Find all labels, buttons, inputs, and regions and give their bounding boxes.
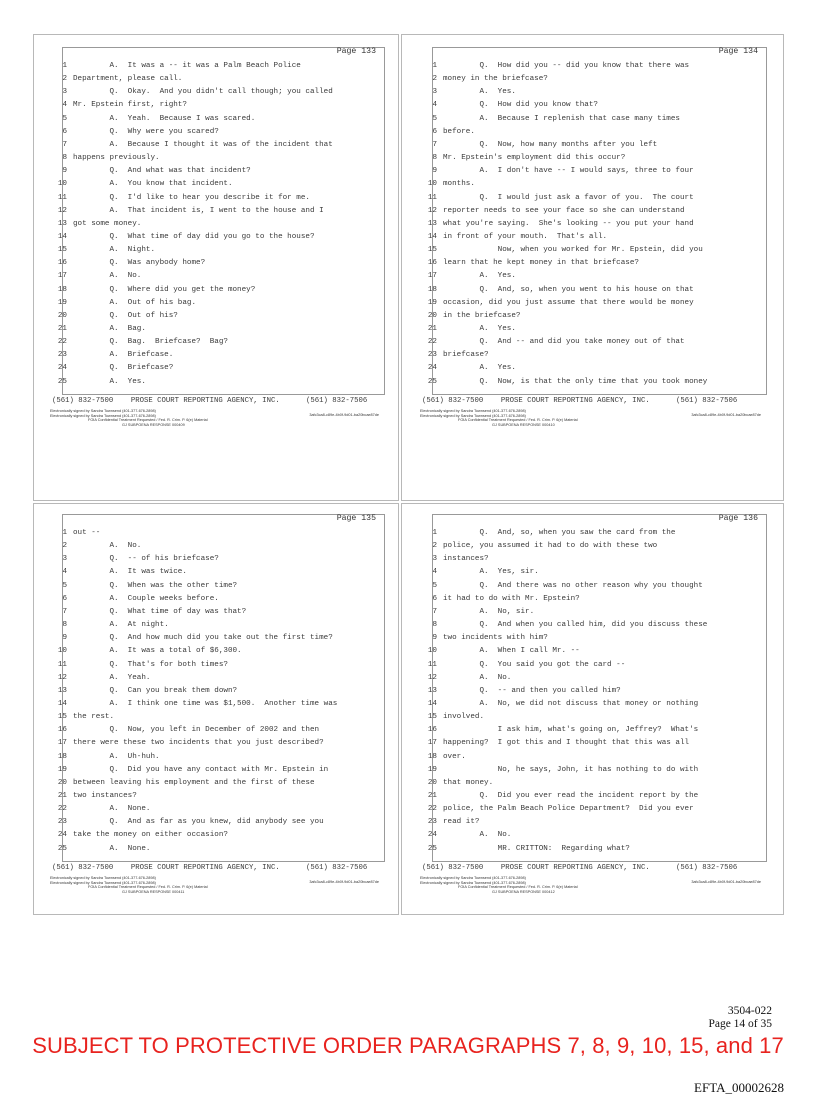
line-number: 21 bbox=[427, 325, 437, 333]
line-number: 14 bbox=[57, 232, 67, 241]
line-text: A. Because I replenish that case many times bbox=[443, 114, 680, 123]
line-text: A. When I call Mr. -- bbox=[443, 647, 580, 656]
line-number: 13 bbox=[427, 686, 437, 695]
line-text: A. Yes. bbox=[443, 272, 516, 281]
line-text: what you're saying. She's looking -- you put your hand bbox=[443, 219, 694, 228]
line-number: 18 bbox=[57, 285, 67, 294]
line-number: 18 bbox=[427, 752, 437, 761]
line-text: out -- bbox=[73, 529, 101, 537]
line-number: 10 bbox=[427, 180, 437, 189]
line-number: 9 bbox=[62, 167, 67, 176]
line-number: 24 bbox=[427, 831, 437, 840]
line-text: Department, please call. bbox=[73, 75, 183, 84]
line-number: 20 bbox=[57, 778, 67, 787]
line-text: Q. -- and then you called him? bbox=[443, 686, 621, 695]
line-text: Q. How did you know that? bbox=[443, 101, 598, 110]
line-number: 3 bbox=[62, 88, 67, 97]
line-text: I ask him, what's going on, Jeffrey? What's bbox=[443, 726, 699, 735]
line-text: A. It was twice. bbox=[73, 568, 187, 577]
line-text: Q. Bag. Briefcase? Bag? bbox=[73, 338, 228, 347]
signature-hash: 3afc3ca8-c89e-4b0f-9d01-ba20bcae87de bbox=[309, 880, 379, 884]
line-number: 2 bbox=[432, 542, 437, 551]
line-text: take the money on either occasion? bbox=[73, 831, 228, 840]
line-text: A. I think one time was $1,500. Another time was bbox=[73, 699, 338, 708]
line-text: Q. Now, is that the only time that you took money bbox=[443, 377, 708, 386]
signature-metadata bbox=[50, 876, 208, 894]
line-number: 4 bbox=[62, 568, 67, 577]
page-number-label: Page 133 bbox=[336, 47, 376, 56]
line-text: it had to do with Mr. Epstein? bbox=[443, 594, 580, 603]
metadata-signed-2: Electronically signed by Sandra Townsend (401-377-676-2898) bbox=[50, 413, 156, 418]
page-number-label: Page 134 bbox=[718, 47, 758, 56]
line-number: 21 bbox=[57, 792, 67, 800]
line-number: 1 bbox=[432, 62, 437, 70]
line-number: 25 bbox=[427, 377, 437, 386]
line-number: 15 bbox=[57, 713, 67, 722]
line-text: A. Yes. bbox=[443, 364, 516, 373]
line-text: A. Yes. bbox=[73, 377, 146, 386]
line-number: 19 bbox=[427, 765, 437, 774]
line-number: 12 bbox=[427, 206, 437, 215]
line-number: 7 bbox=[432, 140, 437, 149]
line-text: A. None. bbox=[73, 805, 151, 814]
line-text: A. That incident is, I went to the house and I bbox=[73, 206, 324, 215]
line-text: there were these two incidents that you just described? bbox=[73, 739, 324, 748]
line-number: 12 bbox=[57, 206, 67, 215]
line-text: between leaving his employment and the first of these bbox=[73, 778, 315, 787]
metadata-subpoena: GJ SUBPOENA RESPONSE 000412 bbox=[492, 889, 555, 894]
line-text: A. Because I thought it was of the incident that bbox=[73, 140, 333, 149]
line-number: 2 bbox=[62, 75, 67, 84]
transcript-sheet bbox=[57, 514, 385, 862]
line-text: A. Bag. bbox=[73, 325, 146, 333]
line-text: A. No. bbox=[73, 542, 142, 551]
line-number: 5 bbox=[432, 581, 437, 590]
line-text: Q. And there was no other reason why you thought bbox=[443, 581, 703, 590]
line-text: A. Yes, sir. bbox=[443, 568, 539, 577]
metadata-signed-2: Electronically signed by Sandra Townsend (401-377-676-2898) bbox=[50, 880, 156, 885]
line-number: 6 bbox=[432, 594, 437, 603]
line-number: 2 bbox=[432, 75, 437, 84]
line-text: A. Couple weeks before. bbox=[73, 594, 219, 603]
line-number: 18 bbox=[57, 752, 67, 761]
line-text: A. You know that incident. bbox=[73, 180, 233, 189]
line-number: 24 bbox=[427, 364, 437, 373]
document-number-block bbox=[708, 1005, 772, 1031]
line-number: 19 bbox=[57, 298, 67, 307]
line-text: briefcase? bbox=[443, 351, 489, 360]
line-number: 19 bbox=[57, 765, 67, 774]
line-text: A. Briefcase. bbox=[73, 351, 174, 360]
metadata-signed-1: Electronically signed by Sandra Townsend (401-377-676-2898) bbox=[420, 876, 526, 880]
line-number: 20 bbox=[427, 311, 437, 320]
line-text: read it? bbox=[443, 818, 480, 827]
line-text: A. Out of his bag. bbox=[73, 298, 197, 307]
line-number: 6 bbox=[432, 127, 437, 136]
transcript-line bbox=[427, 844, 766, 860]
line-number: 17 bbox=[427, 272, 437, 281]
line-number: 7 bbox=[62, 140, 67, 149]
line-number: 10 bbox=[57, 180, 67, 189]
line-text: Q. Can you break them down? bbox=[73, 686, 238, 695]
line-number: 22 bbox=[57, 805, 67, 814]
transcript-line bbox=[57, 377, 384, 393]
transcript-sheet bbox=[427, 47, 767, 395]
line-text: months. bbox=[443, 180, 475, 189]
line-text: No, he says, John, it has nothing to do with bbox=[443, 765, 699, 774]
line-text: Q. Where did you get the money? bbox=[73, 285, 256, 294]
line-number: 23 bbox=[57, 818, 67, 827]
metadata-signed-1: Electronically signed by Sandra Townsend (401-377-676-2898) bbox=[50, 876, 156, 880]
line-number: 10 bbox=[57, 647, 67, 656]
line-text: reporter needs to see your face so she can understand bbox=[443, 206, 685, 215]
line-number: 13 bbox=[57, 219, 67, 228]
line-number: 15 bbox=[427, 713, 437, 722]
court-reporter-footer: (561) 832-7500 PROSE COURT REPORTING AGENCY, INC. (561) 832-7506 bbox=[422, 397, 738, 405]
line-number: 6 bbox=[62, 127, 67, 136]
metadata-signed-1: Electronically signed by Sandra Townsend (401-377-676-2898) bbox=[50, 409, 156, 413]
line-number: 1 bbox=[432, 529, 437, 537]
metadata-signed-1: Electronically signed by Sandra Townsend (401-377-676-2898) bbox=[420, 409, 526, 413]
line-text: Q. And -- and did you take money out of that bbox=[443, 338, 685, 347]
line-number: 11 bbox=[57, 660, 67, 669]
line-number: 8 bbox=[62, 154, 67, 163]
line-text: A. Yeah. bbox=[73, 673, 151, 682]
protective-order-notice: SUBJECT TO PROTECTIVE ORDER PARAGRAPHS 7, 8, 9, 10, 15, and 17 bbox=[32, 1033, 784, 1058]
transcript-page-3 bbox=[33, 503, 399, 915]
metadata-foia: FOIA Confidential Treatment Requested / Fed. R. Crim. P. 6(e) Material bbox=[458, 418, 578, 423]
line-text: A. At night. bbox=[73, 621, 169, 630]
court-reporter-footer: (561) 832-7500 PROSE COURT REPORTING AGENCY, INC. (561) 832-7506 bbox=[52, 864, 368, 872]
line-text: Q. And when you called him, did you discuss these bbox=[443, 621, 708, 630]
line-text: involved. bbox=[443, 713, 485, 722]
line-number: 16 bbox=[427, 726, 437, 735]
court-reporter-footer: (561) 832-7500 PROSE COURT REPORTING AGENCY, INC. (561) 832-7506 bbox=[422, 864, 738, 872]
line-number: 24 bbox=[57, 831, 67, 840]
line-text: Q. And how much did you take out the first time? bbox=[73, 634, 333, 643]
line-number: 3 bbox=[62, 555, 67, 564]
line-text: Q. And as far as you knew, did anybody see you bbox=[73, 818, 324, 827]
line-number: 14 bbox=[427, 232, 437, 241]
line-text: MR. CRITTON: Regarding what? bbox=[443, 844, 630, 853]
line-text: police, you assumed it had to do with these two bbox=[443, 542, 658, 551]
line-text: in the briefcase? bbox=[443, 311, 521, 320]
transcript-line bbox=[427, 377, 766, 393]
court-reporter-footer: (561) 832-7500 PROSE COURT REPORTING AGENCY, INC. (561) 832-7506 bbox=[52, 397, 368, 405]
line-text: A. Night. bbox=[73, 246, 156, 255]
line-number: 21 bbox=[57, 325, 67, 333]
line-text: A. Uh-huh. bbox=[73, 752, 160, 761]
line-number: 5 bbox=[432, 114, 437, 123]
line-number: 18 bbox=[427, 285, 437, 294]
line-text: Q. Why were you scared? bbox=[73, 127, 219, 136]
line-number: 11 bbox=[427, 660, 437, 669]
metadata-subpoena: GJ SUBPOENA RESPONSE 000411 bbox=[122, 889, 185, 894]
line-text: happens previously. bbox=[73, 154, 160, 163]
line-text: A. Yeah. Because I was scared. bbox=[73, 114, 256, 123]
metadata-foia: FOIA Confidential Treatment Requested / Fed. R. Crim. P. 6(e) Material bbox=[458, 885, 578, 890]
line-text: A. No. bbox=[443, 831, 512, 840]
metadata-signed-2: Electronically signed by Sandra Townsend (401-377-676-2898) bbox=[420, 413, 526, 418]
line-number: 12 bbox=[57, 673, 67, 682]
document-number: 3504-022 bbox=[727, 1005, 772, 1017]
line-text: Q. Now, how many months after you left bbox=[443, 140, 658, 149]
page-number-label: Page 135 bbox=[336, 514, 376, 523]
signature-metadata bbox=[420, 409, 578, 427]
line-number: 13 bbox=[427, 219, 437, 228]
line-text: Q. What time of day did you go to the house? bbox=[73, 232, 315, 241]
line-text: Now, when you worked for Mr. Epstein, did you bbox=[443, 246, 703, 255]
line-text: two incidents with him? bbox=[443, 634, 548, 643]
line-number: 4 bbox=[432, 568, 437, 577]
line-text: Q. That's for both times? bbox=[73, 660, 228, 669]
line-number: 1 bbox=[62, 62, 67, 70]
line-number: 23 bbox=[57, 351, 67, 360]
line-number: 4 bbox=[62, 101, 67, 110]
line-text: A. It was a total of $6,300. bbox=[73, 647, 242, 656]
bates-number: EFTA_00002628 bbox=[694, 1080, 784, 1095]
line-text: in front of your mouth. That's all. bbox=[443, 232, 608, 241]
line-text: A. I don't have -- I would says, three to four bbox=[443, 167, 694, 176]
metadata-foia: FOIA Confidential Treatment Requested / Fed. R. Crim. P. 6(e) Material bbox=[88, 418, 208, 423]
line-text: Q. And, so, when you went to his house on that bbox=[443, 285, 694, 294]
line-number: 16 bbox=[57, 259, 67, 268]
line-text: instances? bbox=[443, 555, 489, 564]
line-number: 4 bbox=[432, 101, 437, 110]
line-text: police, the Palm Beach Police Department? Did you ever bbox=[443, 805, 694, 814]
transcript-page-1 bbox=[33, 34, 399, 501]
line-text: Q. Okay. And you didn't call though; you called bbox=[73, 88, 333, 97]
line-text: A. No. bbox=[443, 673, 512, 682]
line-number: 19 bbox=[427, 298, 437, 307]
line-number: 25 bbox=[57, 844, 67, 853]
line-number: 11 bbox=[57, 193, 67, 202]
line-text: Q. Did you ever read the incident report by the bbox=[443, 792, 699, 800]
transcript-sheet bbox=[57, 47, 385, 395]
line-text: Q. Was anybody home? bbox=[73, 259, 206, 268]
line-number: 5 bbox=[62, 114, 67, 123]
line-number: 16 bbox=[427, 259, 437, 268]
line-number: 9 bbox=[432, 634, 437, 643]
line-number: 13 bbox=[57, 686, 67, 695]
line-text: Q. Out of his? bbox=[73, 311, 178, 320]
transcript-page-4 bbox=[401, 503, 784, 915]
line-number: 17 bbox=[427, 739, 437, 748]
line-text: Q. Now, you left in December of 2002 and then bbox=[73, 726, 320, 735]
signature-hash: 3afc3ca8-c89e-4b0f-9d01-ba20bcae87de bbox=[691, 880, 761, 884]
line-text: A. No, sir. bbox=[443, 607, 535, 616]
line-number: 5 bbox=[62, 581, 67, 590]
line-text: got some money. bbox=[73, 219, 142, 228]
line-number: 22 bbox=[427, 805, 437, 814]
line-number: 20 bbox=[57, 311, 67, 320]
line-number: 17 bbox=[57, 739, 67, 748]
line-text: A. It was a -- it was a Palm Beach Police bbox=[73, 62, 301, 70]
line-number: 7 bbox=[432, 607, 437, 616]
line-number: 15 bbox=[427, 246, 437, 255]
line-text: Q. Did you have any contact with Mr. Epstein in bbox=[73, 765, 329, 774]
signature-metadata bbox=[420, 876, 578, 894]
line-text: before. bbox=[443, 127, 475, 136]
line-number: 8 bbox=[432, 621, 437, 630]
line-text: two instances? bbox=[73, 792, 137, 800]
line-text: Q. You said you got the card -- bbox=[443, 660, 626, 669]
page-number-label: Page 136 bbox=[718, 514, 758, 523]
line-number: 8 bbox=[432, 154, 437, 163]
line-text: Q. And what was that incident? bbox=[73, 167, 251, 176]
line-text: Mr. Epstein's employment did this occur? bbox=[443, 154, 626, 163]
line-number: 3 bbox=[432, 555, 437, 564]
line-number: 14 bbox=[57, 699, 67, 708]
line-text: Q. And, so, when you saw the card from the bbox=[443, 529, 676, 537]
line-number: 22 bbox=[427, 338, 437, 347]
metadata-subpoena: GJ SUBPOENA RESPONSE 000409 bbox=[122, 422, 185, 427]
line-text: Q. -- of his briefcase? bbox=[73, 555, 219, 564]
line-number: 8 bbox=[62, 621, 67, 630]
line-number: 14 bbox=[427, 699, 437, 708]
line-text: occasion, did you just assume that there would be money bbox=[443, 298, 694, 307]
line-text: the rest. bbox=[73, 713, 115, 722]
page-of-label: Page 14 of 35 bbox=[708, 1018, 772, 1030]
metadata-subpoena: GJ SUBPOENA RESPONSE 000410 bbox=[492, 422, 555, 427]
signature-hash: 3afc3ca8-c89e-4b0f-9d01-ba20bcae87de bbox=[691, 413, 761, 417]
line-text: Mr. Epstein first, right? bbox=[73, 101, 187, 110]
line-text: over. bbox=[443, 752, 466, 761]
line-text: A. Yes. bbox=[443, 325, 516, 333]
line-text: A. None. bbox=[73, 844, 151, 853]
line-text: Q. Briefcase? bbox=[73, 364, 174, 373]
line-number: 22 bbox=[57, 338, 67, 347]
line-number: 2 bbox=[62, 542, 67, 551]
line-text: Q. I'd like to hear you describe it for me. bbox=[73, 193, 310, 202]
line-number: 9 bbox=[62, 634, 67, 643]
line-number: 12 bbox=[427, 673, 437, 682]
line-number: 10 bbox=[427, 647, 437, 656]
line-number: 24 bbox=[57, 364, 67, 373]
line-number: 6 bbox=[62, 594, 67, 603]
line-number: 23 bbox=[427, 351, 437, 360]
line-text: A. Yes. bbox=[443, 88, 516, 97]
line-number: 7 bbox=[62, 607, 67, 616]
line-number: 15 bbox=[57, 246, 67, 255]
line-text: Q. How did you -- did you know that there was bbox=[443, 62, 690, 70]
line-number: 11 bbox=[427, 193, 437, 202]
transcript-line bbox=[57, 844, 384, 860]
line-number: 23 bbox=[427, 818, 437, 827]
signature-metadata bbox=[50, 409, 208, 427]
line-text: that money. bbox=[443, 778, 494, 787]
line-number: 16 bbox=[57, 726, 67, 735]
metadata-signed-2: Electronically signed by Sandra Townsend (401-377-676-2898) bbox=[420, 880, 526, 885]
line-text: money in the briefcase? bbox=[443, 75, 548, 84]
line-text: Q. I would just ask a favor of you. The court bbox=[443, 193, 694, 202]
line-number: 21 bbox=[427, 792, 437, 800]
signature-hash: 3afc3ca8-c89e-4b0f-9d01-ba20bcae87de bbox=[309, 413, 379, 417]
line-text: Q. When was the other time? bbox=[73, 581, 238, 590]
line-number: 3 bbox=[432, 88, 437, 97]
line-text: learn that he kept money in that briefcase? bbox=[443, 259, 639, 268]
line-number: 17 bbox=[57, 272, 67, 281]
metadata-foia: FOIA Confidential Treatment Requested / Fed. R. Crim. P. 6(e) Material bbox=[88, 885, 208, 890]
line-number: 25 bbox=[57, 377, 67, 386]
transcript-page-2 bbox=[401, 34, 784, 501]
line-number: 9 bbox=[432, 167, 437, 176]
line-number: 1 bbox=[62, 529, 67, 537]
transcript-sheet bbox=[427, 514, 767, 862]
line-text: A. No, we did not discuss that money or nothing bbox=[443, 699, 699, 708]
line-text: Q. What time of day was that? bbox=[73, 607, 247, 616]
line-text: happening? I got this and I thought that this was all bbox=[443, 739, 690, 748]
line-number: 25 bbox=[427, 844, 437, 853]
line-number: 20 bbox=[427, 778, 437, 787]
line-text: A. No. bbox=[73, 272, 142, 281]
